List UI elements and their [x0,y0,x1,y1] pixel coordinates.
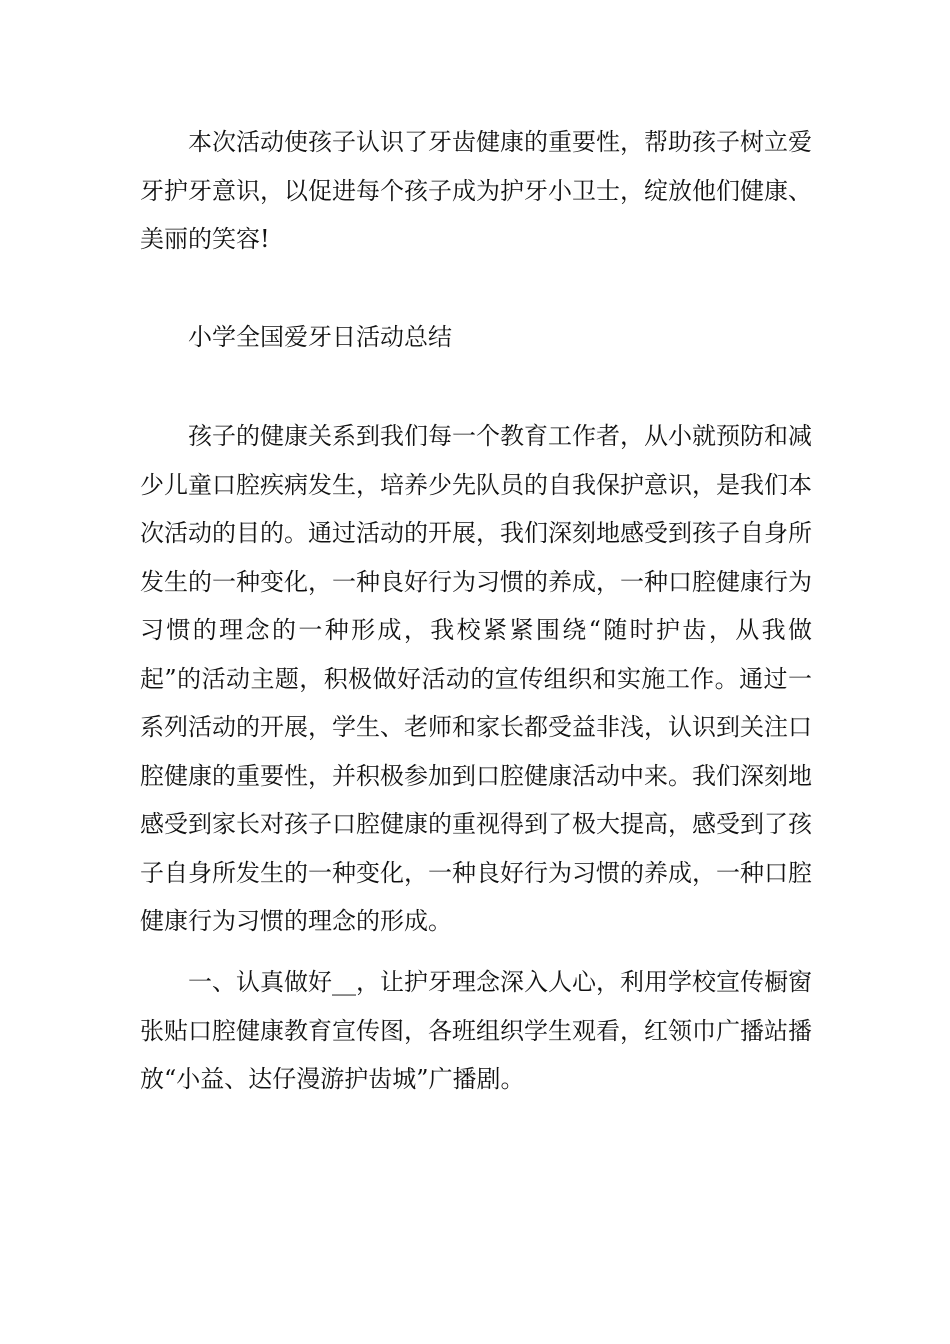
list-item-paragraph: 一、认真做好__，让护牙理念深入人心，利用学校宣传橱窗张贴口腔健康教育宣传图，各班组织学生观看，红领巾广播站播放“小益、达仔漫游护齿城”广播剧。 [140,968,812,1093]
section-title: 小学全国爱牙日活动总结 [188,323,452,351]
intro-paragraph: 本次活动使孩子认识了牙齿健康的重要性，帮助孩子树立爱牙护牙意识，以促进每个孩子成为护牙小卫士，绽放他们健康、美丽的笑容! [140,128,812,253]
body-paragraph: 孩子的健康关系到我们每一个教育工作者，从小就预防和减少儿童口腔疾病发生，培养少先队员的自我保护意识，是我们本次活动的目的。通过活动的开展，我们深刻地感受到孩子自身所发生的一种变化，一种良好行为习惯的养成，一种口腔健康行为习惯的理念的一种形成，我校紧紧围绕“随时护齿，从我做起”的活动主题，积极做好活动的宣传组织和实施工作。通过一系列活动的开展，学生、老师和家长都受益非浅，认识到关注口腔健康的重要性，并积极参加到口腔健康活动中来。我们深刻地感受到家长对孩子口腔健康的重视得到了极大提高，感受到了孩子自身所发生的一种变化，一种良好行为习惯的养成，一种口腔健康行为习惯的理念的形成。 [140,422,812,935]
